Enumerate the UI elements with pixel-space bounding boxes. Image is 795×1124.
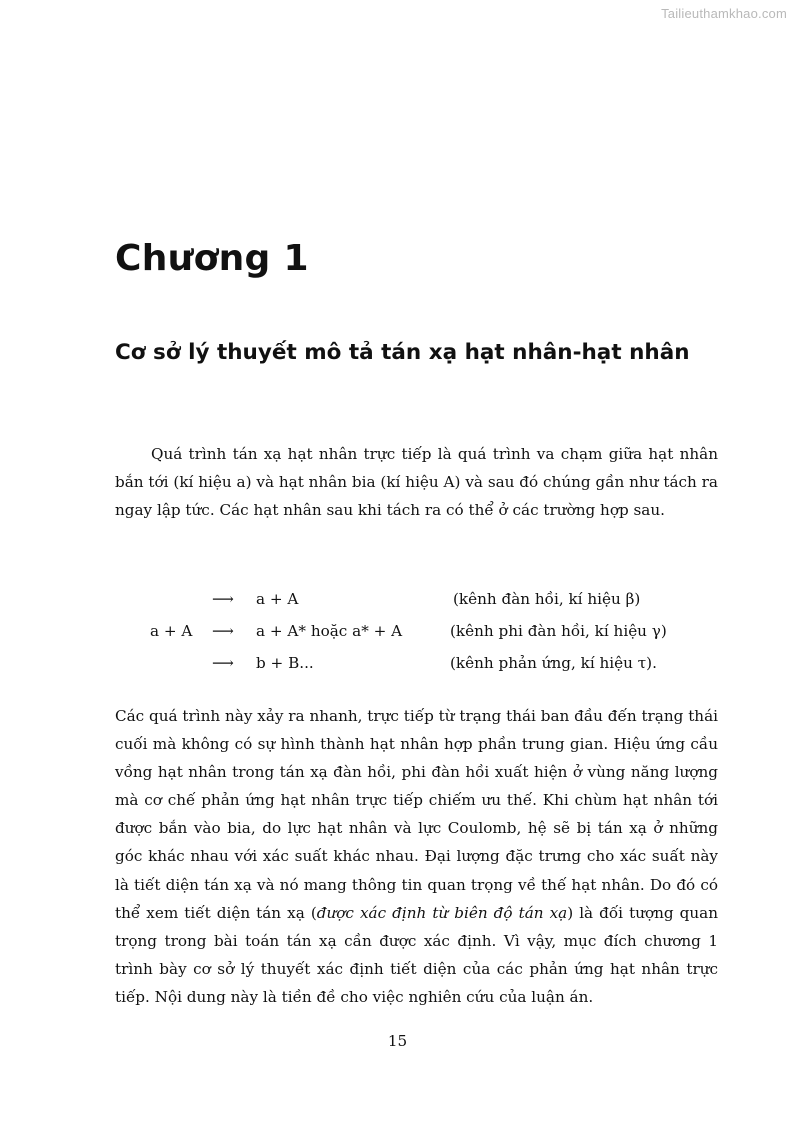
arrow-symbol: ⟶ xyxy=(212,654,234,672)
equation-lhs: a + A xyxy=(150,622,193,640)
watermark: Tailieuthamkhao.com xyxy=(661,6,787,21)
equation-note: (kênh phản ứng, kí hiệu τ). xyxy=(450,654,657,672)
equation-rhs: b + B... xyxy=(256,654,314,672)
equation-rhs: a + A xyxy=(256,590,299,608)
arrow-symbol: ⟶ xyxy=(212,622,234,640)
equation-note: (kênh phi đàn hồi, kí hiệu γ) xyxy=(450,622,667,640)
chapter-title: Chương 1 xyxy=(115,238,309,279)
equation-note: (kênh đàn hồi, kí hiệu β) xyxy=(453,590,641,608)
body-paragraph xyxy=(115,702,718,1011)
section-title: Cơ sở lý thuyết mô tả tán xạ hạt nhân-hạt nhân xyxy=(115,340,690,365)
page-number: 15 xyxy=(387,1032,408,1050)
paragraph-text: Các quá trình này xảy ra nhanh, trực tiếp từ trạng thái ban đầu đến trạng thái cuối mà không có sự hình thành hạt nhân hợp phần trung gian. Hiệu ứng cầu vồng hạt nhân trong tán xạ đàn hồi, phi đàn hồi xuất hiện ở vùng năng lượng mà cơ chế phản ứng hạt nhân trực tiếp chiếm ưu thế. Khi chùm hạt nhân tới được bắn vào bia, do lực hạt nhân và lực Coulomb, hệ sẽ bị tán xạ ở những góc khác nhau với xác suất khác nhau. Đại lượng đặc trưng cho xác suất này là tiết diện tán xạ và nó mang thông tin quan trọng về thế hạt nhân. Do đó có thể xem tiết diện tán xạ ( xyxy=(115,707,718,922)
arrow-symbol: ⟶ xyxy=(212,590,234,608)
intro-paragraph: Quá trình tán xạ hạt nhân trực tiếp là quá trình va chạm giữa hạt nhân bắn tới (kí hiệu a) và hạt nhân bia (kí hiệu A) và sau đó chúng gần như tách ra ngay lập tức. Các hạt nhân sau khi tách ra có thể ở các trường hợp sau. xyxy=(115,445,718,520)
paragraph-text: ) là đối tượng quan trọng trong bài toán tán xạ cần được xác định. Vì vậy, mục đích chương 1 trình bày cơ sở lý thuyết xác định tiết diện của các phản ứng hạt nhân trực tiếp. Nội dung này là tiền đề cho việc nghiên cứu của luận án. xyxy=(115,903,719,1006)
equation-rhs: a + A* hoặc a* + A xyxy=(256,622,403,640)
italic-phrase: được xác định từ biên độ tán xạ xyxy=(316,903,568,922)
